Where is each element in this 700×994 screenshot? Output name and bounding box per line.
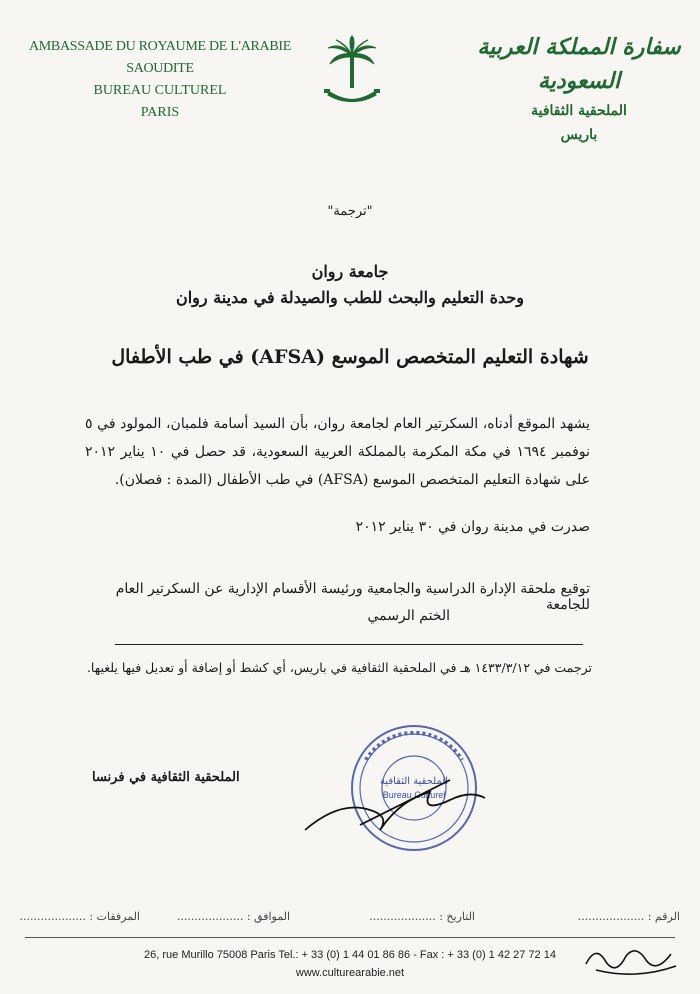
translation-note: ترجمت في ١٤٣٣/٣/١٢ هـ في الملحقية الثقافية في باريس، أي كشط أو إضافة أو تعديل فيها يلغيها. bbox=[86, 660, 592, 675]
palm-and-swords-emblem-icon bbox=[322, 34, 382, 114]
signature-line: توقيع ملحقة الإدارة الدراسية والجامعية ورئيسة الأقسام الإدارية عن السكرتير العام للجامعة bbox=[115, 581, 590, 613]
official-seal-text: الختم الرسمي bbox=[367, 608, 450, 624]
issue-date-line: صدرت في مدينة روان في ٣٠ يناير ٢٠١٢ bbox=[355, 519, 590, 535]
faculty-unit: وحدة التعليم والبحث للطب والصيدلة في مدينة روان bbox=[175, 288, 524, 307]
letterhead-french bbox=[20, 36, 300, 124]
handwritten-signature-icon bbox=[300, 770, 490, 840]
embassy-name: AMBASSADE DU ROYAUME DE L'ARABIE SAOUDITE bbox=[28, 39, 292, 76]
corresponding-date-field: الموافق : ................... bbox=[176, 910, 290, 923]
attachments-field: المرفقات : ................... bbox=[19, 910, 140, 923]
city-name: PARIS bbox=[140, 105, 180, 120]
footer-address: 26, rue Murillo 75008 Paris Tel.: + 33 (0) 1 44 01 86 86 - Fax : + 33 (0) 1 42 27 72 14 bbox=[144, 949, 556, 961]
ref-number-field: الرقم : ................... bbox=[577, 910, 680, 923]
reference-fields bbox=[0, 910, 700, 926]
attache-signature-label: الملحقية الثقافية في فرنسا bbox=[92, 770, 240, 785]
university-name: جامعة روان bbox=[311, 262, 389, 281]
letterhead-arabic bbox=[470, 30, 688, 146]
stamp-arabic-text: الملحقية الثقافية bbox=[379, 776, 449, 787]
footer-website: www.culturearabie.net bbox=[295, 967, 405, 979]
bureau-name: BUREAU CULTUREL bbox=[93, 83, 227, 98]
certificate-title: شهادة التعليم المتخصص الموسع (AFSA) في طب الأطفال bbox=[111, 346, 589, 368]
translation-label: "ترجمة" bbox=[327, 204, 373, 219]
divider bbox=[115, 644, 583, 645]
city-name-arabic: باريس bbox=[560, 127, 598, 143]
certificate-paragraph: يشهد الموقع أدناه، السكرتير العام لجامعة روان، بأن السيد أسامة فلمبان، المولود في ٥ نوفمبر ١٦٩٤ في مكة المكرمة بالمملكة العربية السعودية، قد حصل في ١٠ يناير ٢٠١٢ على شهادة التعليم المتخصص الموسع (AFSA) في طب الأطفال (المدة : فصلان). bbox=[85, 416, 590, 488]
bureau-name-arabic: الملحقية الثقافية bbox=[531, 103, 627, 119]
footer-signature-icon bbox=[576, 936, 686, 986]
date-field: التاريخ : ................... bbox=[369, 910, 475, 923]
embassy-name-arabic: سفارة المملكة العربية السعودية bbox=[477, 34, 681, 94]
stamp-french-text: Bureau Culturel bbox=[382, 790, 446, 800]
